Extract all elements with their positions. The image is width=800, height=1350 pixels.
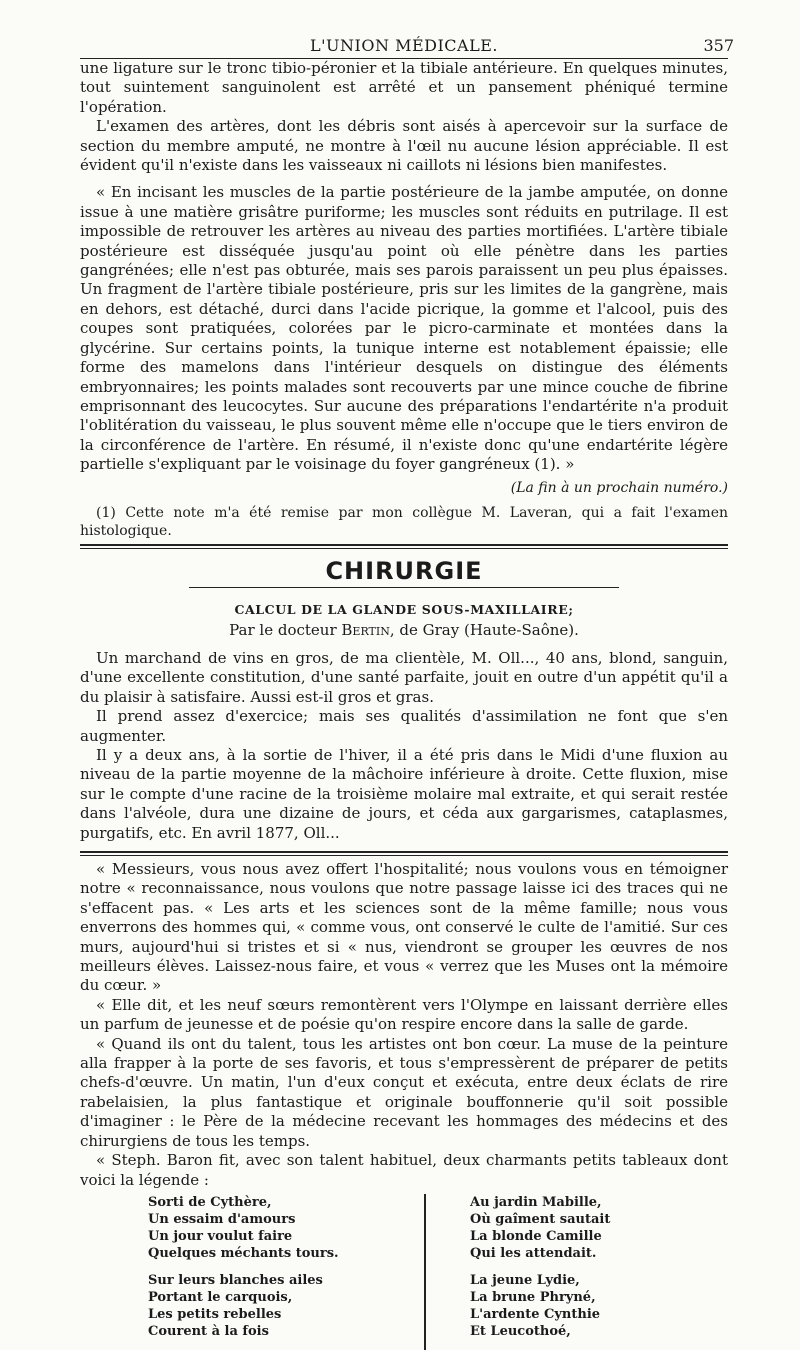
- paragraph: « Steph. Baron fit, avec son talent habituel, deux charmants petits tableaux dont voici la légende :: [80, 1151, 728, 1189]
- paragraph: « Quand ils ont du talent, tous les artistes ont bon cœur. La muse de la peinture alla frapper à la porte de ses favoris, et tous s'empressèrent de préparer de petits chefs-d'œuvre. Un matin, l'un d'eux conçut et exécuta, entre deux éclats de rire rabelaisien, la plus fantastique et originale bouffonnerie qu'il soit possible d'imaginer : le Père de la médecine recevant les hommages des médecins et des chirurgiens de tous les temps.: [80, 1034, 728, 1150]
- verse-line: Courent à la fois: [148, 1323, 269, 1339]
- byline: Par le docteur Bertin, de Gray (Haute-Saône).: [229, 620, 579, 639]
- paragraph: Il y a deux ans, à la sortie de l'hiver, il a été pris dans le Midi d'une fluxion au niveau de la partie moyenne de la mâchoire inférieure à droite. Cette fluxion, mise sur le compte d'une racine de la troisième molaire mal extraite, et qui serait restée dans l'alvéole, dura une dizaine de jours, et céda aux gargarismes, cataplasmes, purgatifs, etc. En avril 1877, Oll...: [80, 745, 728, 842]
- feuilleton: [80, 860, 728, 1190]
- stanza: [470, 1194, 710, 1262]
- verse-line: Au jardin Mabille,: [470, 1194, 602, 1210]
- verse-line: Qui les attendait.: [470, 1245, 597, 1261]
- verse-line: Sur leurs blanches ailes: [148, 1272, 323, 1288]
- verse-right-column: [470, 1194, 710, 1350]
- verse-line: Portant le carquois,: [148, 1289, 293, 1305]
- stanza: [148, 1194, 388, 1262]
- verse-divider: [424, 1194, 426, 1350]
- verse-line: La blonde Camille: [470, 1228, 602, 1244]
- section-title-rule: [189, 587, 619, 588]
- paragraph: « Messieurs, vous nous avez offert l'hospitalité; nous voulons vous en témoigner notre « reconnaissance, nous voulons que notre passage laisse ici des traces qui ne s'effacent pas. « Les arts et les sciences sont de la même famille; nous vous enverrons des hommes qui, « comme vous, ont conservé le culte de l'amitié. Sur ces murs, aujourd'hui si tristes et si « nus, viendront se grouper les œuvres de nos meilleurs élèves. Laissez-nous faire, et vous « verrez que les Muses ont la mémoire du cœur. »: [80, 860, 728, 995]
- author-name: Bertin: [341, 620, 390, 639]
- verse-line: La jeune Lydie,: [470, 1272, 580, 1288]
- article-continuation: [80, 59, 728, 540]
- section-heading: [80, 553, 728, 594]
- journal-title: L'UNION MÉDICALE.: [310, 36, 498, 55]
- verse-legend: [80, 1194, 728, 1350]
- paragraph: Un marchand de vins en gros, de ma clientèle, M. Oll..., 40 ans, blond, sanguin, d'une excellente constitution, d'une santé parfaite, jouit en outre d'un appétit qu'il a du plaisir à satisfaire. Aussi est-il gros et gras.: [80, 648, 728, 706]
- verse-left-column: [80, 1194, 388, 1350]
- verse-line: Où gaîment sautait: [470, 1211, 611, 1227]
- section-title: CHIRURGIE: [325, 556, 483, 585]
- verse-line: Sorti de Cythère,: [148, 1194, 272, 1210]
- verse-line: L'ardente Cynthie: [470, 1306, 601, 1322]
- stanza: [470, 1272, 710, 1340]
- verse-line: Un jour voulut faire: [148, 1228, 293, 1244]
- article-title: CALCUL DE LA GLANDE SOUS-MAXILLAIRE;: [234, 601, 574, 617]
- verse-line: Quelques méchants tours.: [148, 1245, 339, 1261]
- surgery-article: [80, 649, 728, 843]
- verse-line: Et Leucothoé,: [470, 1323, 571, 1339]
- feuilleton-separator: [80, 851, 728, 856]
- stanza: [148, 1272, 388, 1340]
- continuation-note: (La fin à un prochain numéro.): [510, 479, 728, 496]
- paragraph: « Elle dit, et les neuf sœurs remontèrent vers l'Olympe en laissant derrière elles un parfum de jeunesse et de poésie qu'on respire encore dans la salle de garde.: [80, 995, 728, 1034]
- footnote: (1) Cette note m'a été remise par mon collègue M. Laveran, qui a fait l'examen histologique.: [80, 504, 728, 539]
- paragraph: L'examen des artères, dont les débris sont aisés à apercevoir sur la surface de section du membre amputé, ne montre à l'œil nu aucune lésion appréciable. Il est évident qu'il n'existe dans les vaisseaux ni caillots ni lésions bien manifestes.: [80, 117, 728, 175]
- verse-line: Un essaim d'amours: [148, 1211, 296, 1227]
- section-separator: [80, 544, 728, 549]
- verse-line: La brune Phryné,: [470, 1289, 596, 1305]
- running-header: [80, 28, 734, 58]
- paragraph: une ligature sur le tronc tibio-péronier et la tibiale antérieure. En quelques minutes, tout suintement sanguinolent est arrêté et un pansement phéniqué termine l'opération.: [80, 59, 728, 116]
- verse-line: Les petits rebelles: [148, 1306, 282, 1322]
- page: [80, 28, 734, 1350]
- paragraph: « En incisant les muscles de la partie postérieure de la jambe amputée, on donne issue à une matière grisâtre puriforme; les muscles sont réduits en putrilage. Il est impossible de retrouver les artères au niveau des parties mortifiées. L'artère tibiale postérieure est disséquée jusqu'au point où elle pénètre dans les parties gangrénées; elle n'est pas obturée, mais ses parois paraissent un peu plus épaisses. Un fragment de l'artère tibiale postérieure, pris sur les limites de la gangrène, mais en dehors, est détaché, durci dans l'acide picrique, la gomme et l'alcool, puis des coupes sont pratiquées, colorées par le picro-carminate et montées dans la glycérine. Sur certains points, la tunique interne est notablement épaissie; elle forme des mamelons dans l'intérieur desquels on distingue des éléments embryonnaires; les points malades sont recouverts par une mince couche de fibrine emprisonnant des leucocytes. Sur aucune des préparations l'endartérite n'a produit l'oblitération du vaisseau, le plus souvent même elle n'occupe que le tiers environ de la circonférence de l'artère. En résumé, il n'existe donc qu'une endartérite légère partielle s'expliquant par le voisinage du foyer gangréneux (1). »: [80, 183, 728, 474]
- paragraph: Il prend assez d'exercice; mais ses qualités d'assimilation ne font que s'en augmenter.: [80, 707, 728, 745]
- page-number: 357: [703, 36, 734, 55]
